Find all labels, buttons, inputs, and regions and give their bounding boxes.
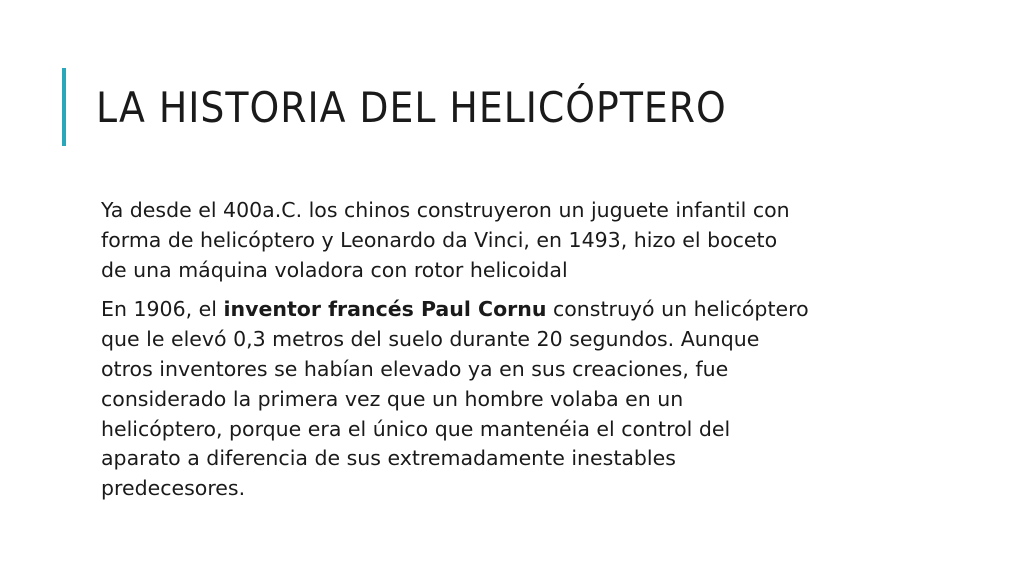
paragraph-1 <box>101 196 911 285</box>
title-accent-bar <box>62 68 66 146</box>
paragraph-2-line-5: helicóptero, porque era el único que mantenéia el control del <box>101 416 731 441</box>
paragraph-2-line-2: que le elevó 0,3 metros del suelo durante 20 segundos. Aunque <box>101 327 760 352</box>
paragraph-2-line-1 <box>101 295 911 325</box>
paragraph-1-line-3: de una máquina voladora con rotor helicoidal <box>101 257 568 282</box>
paragraph-2-line-4: considerado la primera vez que un hombre volaba en un <box>101 386 684 411</box>
paragraph-1-line-2: forma de helicóptero y Leonardo da Vinci, en 1493, hizo el boceto <box>101 227 778 252</box>
paragraph-2-line-6: aparato a diferencia de sus extremadamente inestables <box>101 446 676 471</box>
paragraph-2 <box>101 295 911 504</box>
paragraph-2-line-7: predecesores. <box>101 476 246 501</box>
paragraph-1-line-1: Ya desde el 400a.C. los chinos construyeron un juguete infantil con <box>101 198 790 222</box>
paragraph-2-line-3: otros inventores se habían elevado ya en sus creaciones, fue <box>101 356 729 381</box>
slide-body <box>101 196 911 514</box>
paragraph-2-line-1-start: En 1906, el <box>101 297 224 322</box>
slide-title: LA HISTORIA DEL HELICÓPTERO <box>96 83 727 132</box>
paragraph-2-bold-inventor: inventor francés Paul Cornu <box>223 297 547 322</box>
paragraph-2-line-1-end: construyó un helicóptero <box>546 297 809 322</box>
